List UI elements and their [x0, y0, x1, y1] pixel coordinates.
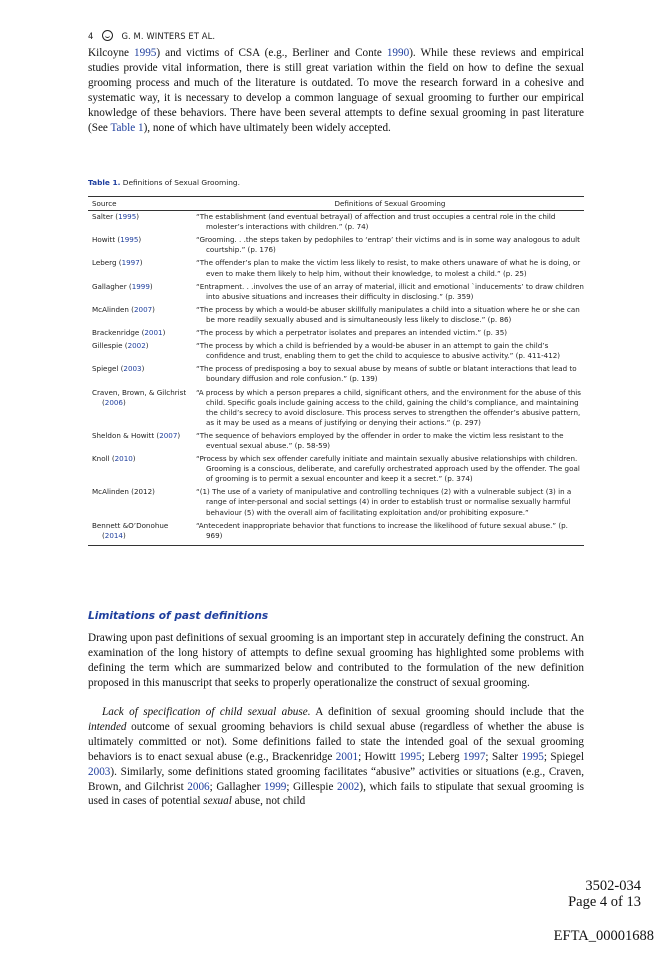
- definition-cell: [192, 430, 584, 453]
- table-row: [88, 453, 584, 486]
- source-text: [92, 341, 192, 351]
- citation-link[interactable]: 1999: [264, 780, 287, 793]
- subheading-italic: Lack of specification of child sexual abuse.: [102, 706, 311, 718]
- running-header: [88, 30, 215, 41]
- section-paragraph-1: Drawing upon past definitions of sexual grooming is an important step in accurately defining the construct. An examination of the long history of attempts to define sexual grooming has highlighted some problems with defining the term which are summarized below and contributed to the formulation of the new definition proposed in this manuscript that seeks to properly operationalize the construct of sexual grooming.: [88, 632, 584, 689]
- table-header-row: [88, 197, 584, 211]
- citation-link[interactable]: 1999: [131, 281, 150, 291]
- definition-cell: [192, 234, 584, 257]
- source-cell: [88, 327, 192, 340]
- definition-text: “The process by which a child is befriended by a would-be abuser in an attempt to gain the child’s confidence and trust, enabling them to get the child to acquiesce to abusive activity.” (p. 411-412): [196, 341, 561, 361]
- source-author: Howitt (: [92, 235, 121, 245]
- source-cell: [88, 281, 192, 304]
- definition-text: “Grooming. . .the steps taken by pedophiles to ‘entrap’ their victims and is in some way analogous to adult courtship.” (p. 176): [196, 235, 580, 255]
- citation-link[interactable]: 2002: [337, 780, 360, 793]
- source-text: [92, 388, 192, 408]
- table-row: [88, 234, 584, 257]
- source-close: ): [149, 281, 153, 291]
- table-caption-text: Definitions of Sexual Grooming.: [120, 178, 240, 187]
- table-row: [88, 340, 584, 363]
- text-run: ; Gillespie: [286, 780, 338, 793]
- definition-text: “The process by which a would-be abuser skillfully manipulates a child into a situation where he or she can be more readily sexually abused and is simultaneously less likely to disclose.” (p. 86): [196, 304, 580, 324]
- text-run: ; Salter: [485, 750, 522, 763]
- source-author: McAlinden (2012): [92, 487, 155, 497]
- definition-text: “(1) The use of a variety of manipulative and controlling techniques (2) with a vulnerable subject (3) in a range of inter-personal and social settings (4) in order to establish trust or normalise sexually harmful behaviour (5) with the overall aim of facilitating exploitation and/or prohibiting exposure.”: [196, 487, 572, 517]
- source-close: ): [136, 212, 140, 222]
- citation-link[interactable]: 2006: [104, 397, 123, 407]
- citation-link[interactable]: 1995: [118, 212, 137, 222]
- definition-cell: [192, 211, 584, 235]
- table-ref-link[interactable]: Table 1: [110, 121, 144, 134]
- table-row: [88, 520, 584, 546]
- text-run: Kilcoyne: [88, 47, 135, 59]
- source-cell: [88, 363, 192, 386]
- text-run: ). Similarly, some definitions stated grooming facilitates “abusive” activities or situations (e.g., Craven, Brown, and Gilchrist: [88, 765, 584, 793]
- table-caption-label: Table 1.: [88, 178, 121, 187]
- source-close: ): [138, 235, 142, 245]
- source-author: Brackenridge (: [92, 328, 145, 338]
- definition-text: “The process of predisposing a boy to sexual abuse by means of subtle or blatant interactions that lead to boundary diffusion and role confusion.” (p. 139): [196, 364, 577, 384]
- definition-text: “A process by which a person prepares a child, significant others, and the environment for the abuse of this child. Specific goals include gaining access to the child, gaining the child’s compliance, and maintaining the child’s secrecy to avoid disclosure. This process serves to strengthen the offender’s abusive pattern, as it may be used as a means of justifying or denying their actions.” (p. 297): [196, 387, 581, 427]
- citation-link[interactable]: 2010: [114, 454, 133, 464]
- definition-cell: [192, 363, 584, 386]
- emphasis: intended: [88, 720, 127, 733]
- source-author: Knoll (: [92, 454, 115, 464]
- source-close: ): [122, 397, 126, 407]
- source-text: [92, 521, 192, 541]
- publisher-logo-icon: [102, 30, 113, 41]
- citation-link[interactable]: 1990: [386, 47, 410, 59]
- definition-text: “The process by which a perpetrator isolates and prepares an intended victim.” (p. 35): [196, 328, 508, 338]
- column-header-source: Source: [88, 197, 192, 211]
- bates-number: EFTA_00001688: [553, 928, 654, 944]
- text-run: ), none of which have ultimately been widely accepted.: [143, 121, 391, 134]
- citation-link[interactable]: 2003: [88, 765, 111, 778]
- definitions-table: [88, 196, 584, 546]
- table-row: [88, 430, 584, 453]
- emphasis: sexual: [203, 795, 232, 808]
- source-close: ): [122, 530, 126, 540]
- definition-text: “The offender’s plan to make the victim less likely to resist, to make others unaware of what he is doing, or even to make them likely to help him, without their knowledge, to molest a child.” (p. 25): [196, 258, 581, 278]
- text-run: A definition of sexual grooming should include that the: [310, 706, 584, 718]
- running-head-authors: G. M. WINTERS ET AL.: [121, 30, 216, 41]
- citation-link[interactable]: 1995: [120, 235, 139, 245]
- source-text: [92, 487, 192, 497]
- source-cell: [88, 340, 192, 363]
- source-cell: [88, 430, 192, 453]
- source-author: McAlinden (: [92, 304, 134, 314]
- source-cell: [88, 520, 192, 546]
- table-row: [88, 363, 584, 386]
- table-row: [88, 327, 584, 340]
- source-text: [92, 235, 192, 245]
- text-run: ; Howitt: [358, 750, 400, 763]
- text-run: ; Gallagher: [209, 780, 264, 793]
- table-row: [88, 486, 584, 519]
- source-text: [92, 305, 192, 315]
- text-run: ) and victims of CSA (e.g., Berliner and Conte: [156, 47, 387, 59]
- source-author: Salter (: [92, 212, 119, 222]
- source-text: [92, 364, 192, 374]
- source-cell: [88, 304, 192, 327]
- definition-text: “The establishment (and eventual betrayal) of affection and trust occupies a central role in the child molester’s interactions with children.” (p. 74): [196, 212, 556, 232]
- definition-text: “The sequence of behaviors employed by the offender in order to make the victim less resistant to the eventual sexual abuse.” (p. 58-59): [196, 430, 564, 450]
- citation-link[interactable]: 2003: [123, 364, 142, 374]
- definition-text: “Antecedent inappropriate behavior that functions to increase the likelihood of future sexual abuse.” (p. 969): [196, 520, 568, 540]
- citation-link[interactable]: 1995: [134, 47, 157, 59]
- definition-text: “Entrapment. . .involves the use of an array of material, illicit and emotional `inducements’ to draw children into abusive situations and increases their difficulty in disclosing.” (p. 359): [196, 281, 584, 301]
- page-of-count: Page 4 of 13: [568, 894, 641, 910]
- definition-cell: [192, 304, 584, 327]
- definition-cell: [192, 486, 584, 519]
- table-row: [88, 387, 584, 430]
- source-text: [92, 431, 192, 441]
- definition-cell: [192, 520, 584, 546]
- intro-paragraph: [88, 46, 584, 135]
- table-row: [88, 257, 584, 280]
- source-text: [92, 258, 192, 268]
- source-author: Gallagher (: [92, 281, 132, 291]
- source-close: ): [177, 430, 181, 440]
- definition-cell: [192, 340, 584, 363]
- source-text: [92, 282, 192, 292]
- definition-cell: [192, 387, 584, 430]
- citation-link[interactable]: 1997: [121, 258, 140, 268]
- source-author: Leberg (: [92, 258, 122, 268]
- source-close: ): [145, 341, 149, 351]
- text-run: ), which fails to stipulate that sexual grooming is used in cases of potential: [88, 780, 584, 808]
- text-run: ; Spiegel: [543, 750, 584, 763]
- citation-link[interactable]: 1997: [463, 750, 486, 763]
- text-run: ). While these reviews and empirical studies provide vital information, there is still great variation within the field on how to define the sexual grooming process and much of the literature is outdated. To move the research forward in a cohesive and systematic way, it is necessary to develop a common language of sexual grooming to further our empirical knowledge of these behaviors. There have been several attempts to define sexual grooming in past literature (See: [88, 47, 584, 134]
- source-author: Craven, Brown, & Gilchrist (: [92, 387, 187, 407]
- source-close: ): [162, 328, 166, 338]
- table-row: [88, 211, 584, 235]
- source-cell: [88, 486, 192, 519]
- text-run: abuse, not child: [231, 795, 306, 808]
- definition-cell: [192, 281, 584, 304]
- source-cell: [88, 257, 192, 280]
- text-run: outcome of sexual grooming behaviors is child sexual abuse (regardless of whether the abuse is ultimately committed or not). Some definitions failed to state the intended goal of the sexual grooming behaviors is to enact sexual abuse (e.g., Brackenridge: [88, 720, 584, 763]
- definition-cell: [192, 327, 584, 340]
- column-header-definitions: Definitions of Sexual Grooming: [192, 197, 584, 211]
- source-cell: [88, 211, 192, 235]
- page-number: 4: [88, 30, 94, 41]
- source-text: [92, 212, 192, 222]
- table-caption: [88, 178, 240, 187]
- source-cell: [88, 387, 192, 430]
- definition-text: “Process by which sex offender carefully initiate and maintain sexually abusive relationships with children. Grooming is a conscious, deliberate, and carefully orchestrated approach used by the offender. The goal of grooming is to permit a sexual encounter and keep it a secret.” (p. 374): [196, 454, 580, 484]
- text-run: ; Leberg: [421, 750, 464, 763]
- source-author: Spiegel (: [92, 364, 124, 374]
- section-heading: Limitations of past definitions: [88, 610, 269, 622]
- source-close: ): [152, 304, 155, 314]
- source-text: [92, 328, 192, 338]
- section-paragraph-2: [88, 705, 584, 809]
- source-author: Bennett &O’Donohue (: [92, 520, 169, 540]
- citation-link[interactable]: 2007: [133, 304, 153, 314]
- citation-link[interactable]: 2014: [104, 530, 123, 540]
- definition-cell: [192, 453, 584, 486]
- source-cell: [88, 453, 192, 486]
- source-close: ): [132, 454, 136, 464]
- source-text: [92, 454, 192, 464]
- definition-cell: [192, 257, 584, 280]
- doc-code: 3502-034: [585, 878, 641, 894]
- source-author: Sheldon & Howitt (: [92, 430, 160, 440]
- source-author: Gillespie (: [92, 341, 128, 351]
- source-close: ): [141, 364, 145, 374]
- table-row: [88, 281, 584, 304]
- citation-link[interactable]: 2002: [127, 341, 146, 351]
- citation-link[interactable]: 2007: [159, 430, 178, 440]
- citation-link[interactable]: 2001: [335, 750, 359, 763]
- citation-link[interactable]: 2001: [144, 328, 163, 338]
- citation-link[interactable]: 1995: [521, 750, 544, 763]
- citation-link[interactable]: 2006: [187, 780, 210, 793]
- source-close: ): [139, 258, 143, 268]
- table-row: [88, 304, 584, 327]
- source-cell: [88, 234, 192, 257]
- citation-link[interactable]: 1995: [399, 750, 422, 763]
